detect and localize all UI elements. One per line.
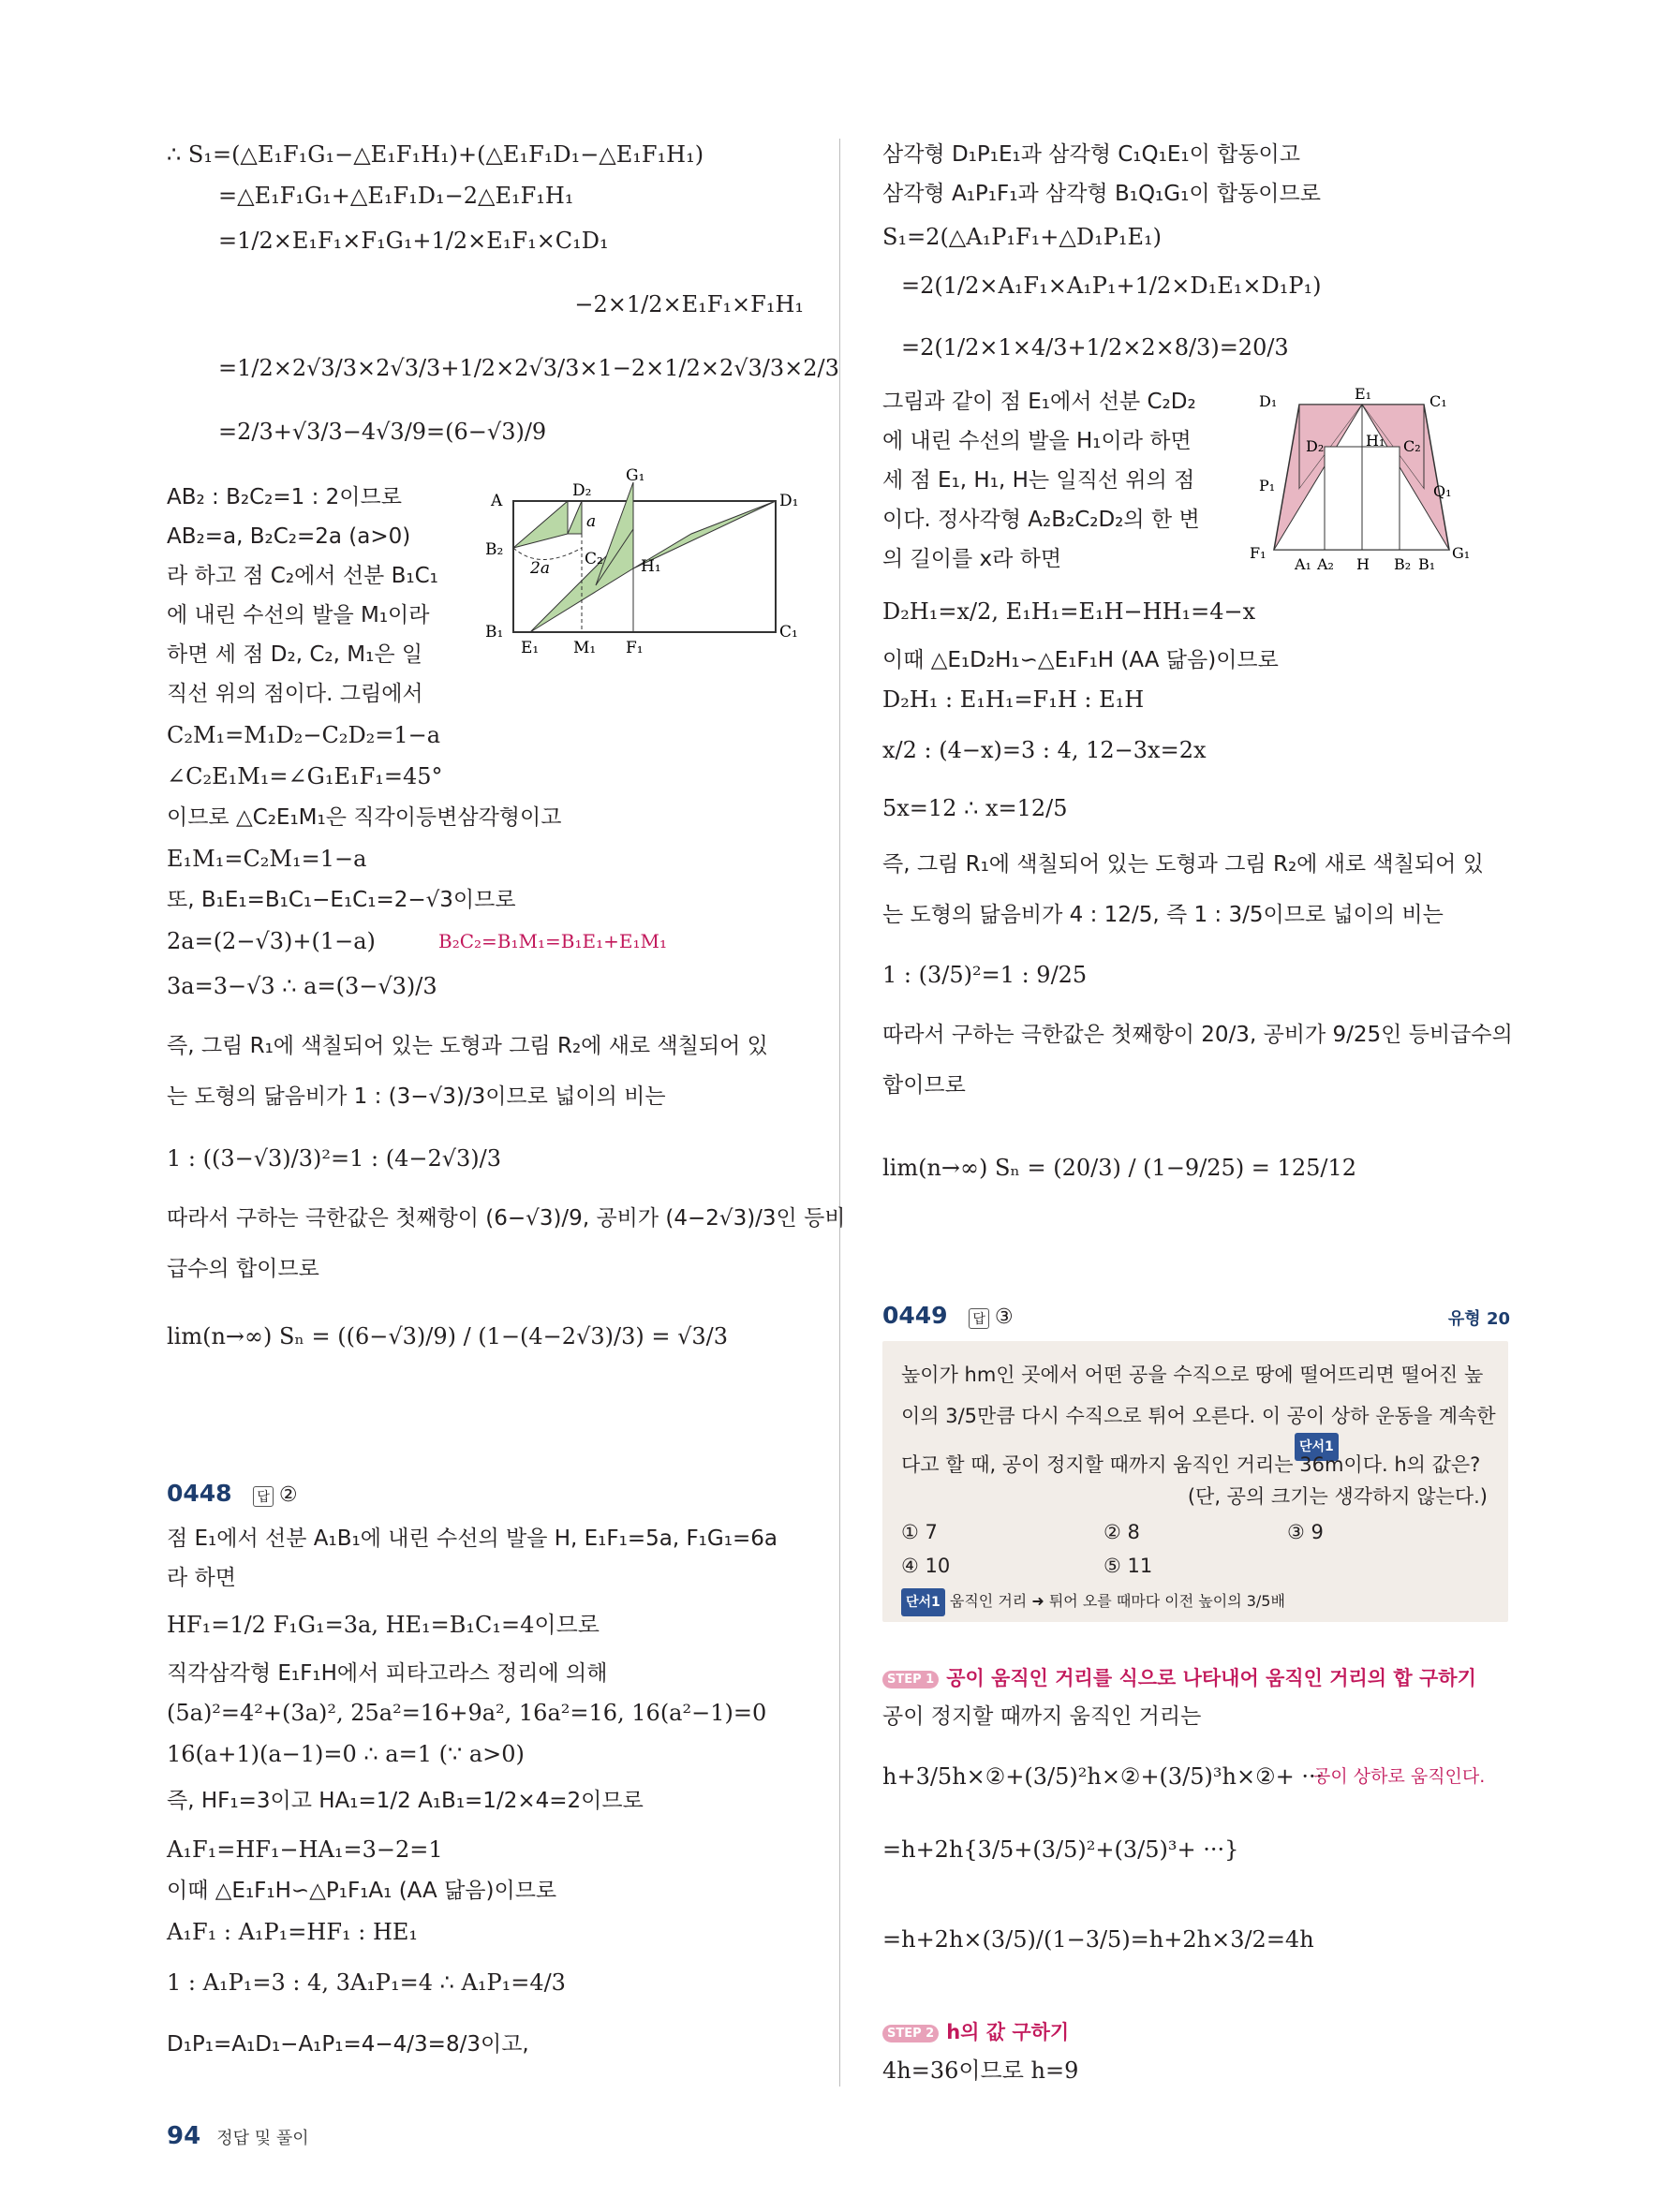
solution-line: S₁=2(△A₁P₁F₁+△D₁P₁E₁) (882, 224, 1162, 250)
solution-line: 2a=(2−√3)+(1−a) (167, 928, 376, 954)
solution-line: A₁F₁=HF₁−HA₁=3−2=1 (167, 1836, 443, 1863)
solution-line: =△E₁F₁G₁+△E₁F₁D₁−2△E₁F₁H₁ (218, 183, 574, 209)
solution-line: =2(1/2×1×4/3+1/2×2×8/3)=20/3 (901, 334, 1289, 361)
solution-line: =h+2h×(3/5)/(1−3/5)=h+2h×3/2=4h (882, 1926, 1314, 1953)
hint-badge: 단서1 (1295, 1433, 1339, 1461)
solution-line: =2/3+√3/3−4√3/9=(6−√3)/9 (218, 419, 547, 445)
solution-line: A₁F₁ : A₁P₁=HF₁ : HE₁ (167, 1919, 419, 1945)
annotation-note: 공이 상하로 움직인다. (1313, 1766, 1486, 1787)
fig-label: M₁ (573, 639, 597, 657)
fig-label: G₁ (626, 466, 645, 485)
answer-box-icon: 답 (253, 1486, 274, 1507)
answer-value: ③ (994, 1305, 1014, 1329)
solution-line: 직각삼각형 E₁F₁H에서 피타고라스 정리에 의해 (167, 1661, 608, 1686)
solution-line: lim(n→∞) Sₙ = (20/3) / (1−9/25) = 125/12 (882, 1155, 1356, 1181)
solution-line: =2(1/2×A₁F₁×A₁P₁+1/2×D₁E₁×D₁P₁) (901, 273, 1322, 299)
annotation-note: B₂C₂=B₁M₁=B₁E₁+E₁M₁ (438, 930, 667, 952)
solution-line: 또, B₁E₁=B₁C₁−E₁C₁=2−√3이므로 (167, 888, 516, 912)
fig-label: P₁ (1259, 477, 1276, 494)
solution-line: 하면 세 점 D₂, C₂, M₁은 일 (167, 642, 423, 667)
solution-line: lim(n→∞) Sₙ = ((6−√3)/9) / (1−(4−2√3)/3) = √3/3 (167, 1323, 728, 1349)
solution-line: 1 : ((3−√3)/3)²=1 : (4−2√3)/3 (167, 1145, 501, 1172)
type-tag: 유형 20 (1447, 1309, 1510, 1329)
solution-line: AB₂=a, B₂C₂=2a (a>0) (167, 524, 411, 549)
solution-line: D₂H₁ : E₁H₁=F₁H : E₁H (882, 686, 1145, 713)
step1-header (882, 1663, 1476, 1691)
fig-label: a (586, 512, 597, 531)
fig-label: D₁ (779, 492, 799, 510)
answer-value: ② (278, 1483, 298, 1507)
solution-line: 에 내린 수선의 발을 H₁이라 하면 (882, 429, 1192, 453)
step-badge: STEP 1 (882, 1671, 939, 1688)
answer-label (969, 1305, 1013, 1329)
fig-label: E₁ (1355, 385, 1372, 403)
solution-line: D₁P₁=A₁D₁−A₁P₁=4−4/3=8/3이고, (167, 2032, 529, 2057)
problem-box (882, 1341, 1508, 1622)
solution-line: 따라서 구하는 극한값은 첫째항이 (6−√3)/9, 공비가 (4−2√3)/3인 등비 (167, 1206, 846, 1231)
fig-label: E₁ (521, 639, 540, 657)
solution-line: 에 내린 수선의 발을 M₁이라 (167, 603, 430, 627)
question-number: 0448 (167, 1480, 232, 1507)
solution-line: 합이므로 (882, 1073, 966, 1098)
choice-3[interactable]: ③ 9 (1287, 1521, 1324, 1543)
problem-line: 이의 3/5만큼 다시 수직으로 튀어 오른다. 이 공이 상하 운동을 계속한 (901, 1405, 1496, 1427)
fig-label: C₁ (779, 623, 798, 641)
fig-label: Q₁ (1433, 482, 1452, 500)
solution-line: 이다. 정사각형 A₂B₂C₂D₂의 한 변 (882, 508, 1200, 532)
solution-line: =1/2×2√3/3×2√3/3+1/2×2√3/3×1−2×1/2×2√3/3×2/3 (218, 355, 839, 381)
choice-2[interactable]: ② 8 (1104, 1521, 1140, 1543)
solution-line: h+3/5h×②+(3/5)²h×②+(3/5)³h×②+ ··· (882, 1763, 1324, 1790)
solution-line: C₂M₁=M₁D₂−C₂D₂=1−a (167, 722, 441, 748)
fig-label: A (491, 492, 503, 510)
fig-label: G₁ (1452, 544, 1471, 562)
solution-line: 3a=3−√3 ∴ a=(3−√3)/3 (167, 973, 437, 999)
solution-line: ∴ S₁=(△E₁F₁G₁−△E₁F₁H₁)+(△E₁F₁D₁−△E₁F₁H₁) (167, 141, 704, 168)
problem-line: (단, 공의 크기는 생각하지 않는다.) (1187, 1485, 1488, 1508)
fig-label: C₂ (1403, 437, 1421, 455)
solution-line: 즉, 그림 R₁에 색칠되어 있는 도형과 그림 R₂에 새로 색칠되어 있 (167, 1034, 768, 1058)
question-header-0449 (882, 1302, 1014, 1329)
solution-line: ∠C₂E₁M₁=∠G₁E₁F₁=45° (167, 763, 443, 789)
page-footer (167, 2122, 309, 2150)
solution-line: 따라서 구하는 극한값은 첫째항이 20/3, 공비가 9/25인 등비급수의 (882, 1023, 1513, 1047)
fig-label: H₁ (1366, 432, 1385, 450)
choice-5[interactable]: ⑤ 11 (1104, 1555, 1153, 1577)
solution-line: x/2 : (4−x)=3 : 4, 12−3x=2x (882, 737, 1207, 763)
solution-line: 직선 위의 점이다. 그림에서 (167, 682, 423, 706)
fig-label: A₁ (1295, 555, 1311, 573)
page-number: 94 (167, 2122, 201, 2150)
fig-label: B₁ (1418, 555, 1436, 573)
fig-label: D₂ (572, 481, 592, 500)
trapezoid-figure (1250, 385, 1473, 573)
solution-line: 삼각형 D₁P₁E₁과 삼각형 C₁Q₁E₁이 합동이고 (882, 142, 1300, 167)
hint-text: 움직인 거리 ➜ 튀어 오를 때마다 이전 높이의 3/5배 (949, 1592, 1285, 1610)
solution-line: 1 : (3/5)²=1 : 9/25 (882, 962, 1088, 988)
fig-label: F₁ (1250, 544, 1266, 562)
fig-label: C₁ (1429, 392, 1447, 410)
fig-label: 2a (530, 559, 550, 578)
rectangle-figure (483, 466, 802, 674)
solution-line: 즉, 그림 R₁에 색칠되어 있는 도형과 그림 R₂에 새로 색칠되어 있 (882, 852, 1484, 877)
solution-line: 즉, HF₁=3이고 HA₁=1/2 A₁B₁=1/2×4=2이므로 (167, 1789, 644, 1813)
solution-line: 이므로 △C₂E₁M₁은 직각이등변삼각형이고 (167, 805, 562, 830)
solution-line: 1 : A₁P₁=3 : 4, 3A₁P₁=4 ∴ A₁P₁=4/3 (167, 1969, 566, 1996)
solution-line: 의 길이를 x라 하면 (882, 547, 1062, 571)
fig-label: H₁ (641, 557, 661, 576)
problem-line: 높이가 hm인 곳에서 어떤 공을 수직으로 땅에 떨어뜨리면 떨어진 높 (901, 1364, 1484, 1386)
solution-line: 공이 정지할 때까지 움직인 거리는 (882, 1704, 1202, 1729)
solution-line: 라 하면 (167, 1566, 236, 1590)
solution-line: 삼각형 A₁P₁F₁과 삼각형 B₁Q₁G₁이 합동이므로 (882, 182, 1321, 206)
fig-label: F₁ (626, 639, 644, 657)
solution-line: HF₁=1/2 F₁G₁=3a, HE₁=B₁C₁=4이므로 (167, 1612, 600, 1638)
step-badge: STEP 2 (882, 2025, 939, 2042)
step-title: 공이 움직인 거리를 식으로 나타내어 움직인 거리의 합 구하기 (946, 1667, 1476, 1689)
answer-box-icon: 답 (969, 1308, 989, 1329)
solution-line: =1/2×E₁F₁×F₁G₁+1/2×E₁F₁×C₁D₁ (218, 228, 609, 254)
column-divider (839, 139, 840, 2087)
hint-row (901, 1588, 1285, 1616)
choice-4[interactable]: ④ 10 (901, 1555, 951, 1577)
solution-line: 는 도형의 닮음비가 4 : 12/5, 즉 1 : 3/5이므로 넓이의 비는 (882, 903, 1444, 927)
choice-1[interactable]: ① 7 (901, 1521, 938, 1543)
fig-label: H (1356, 555, 1370, 573)
fig-label: B₂ (1394, 555, 1412, 573)
solution-line: 16(a+1)(a−1)=0 ∴ a=1 (∵ a>0) (167, 1741, 525, 1767)
solution-line: 4h=36이므로 h=9 (882, 2057, 1079, 2084)
fig-label: D₁ (1259, 392, 1278, 410)
question-header-0448 (167, 1480, 298, 1507)
step2-header (882, 2017, 1069, 2045)
solution-line: 5x=12 ∴ x=12/5 (882, 795, 1068, 821)
solution-line: 급수의 합이므로 (167, 1257, 319, 1281)
solution-line: =h+2h{3/5+(3/5)²+(3/5)³+ ···} (882, 1836, 1239, 1863)
solution-line: 라 하고 점 C₂에서 선분 B₁C₁ (167, 564, 438, 588)
solution-line: 이때 △E₁F₁H∽△P₁F₁A₁ (AA 닮음)이므로 (167, 1879, 557, 1903)
fig-label: B₁ (485, 623, 504, 641)
solution-line: 는 도형의 닮음비가 1 : (3−√3)/3이므로 넓이의 비는 (167, 1084, 666, 1109)
answer-label (253, 1483, 297, 1507)
fig-label: A₂ (1317, 555, 1334, 573)
solution-line: 그림과 같이 점 E₁에서 선분 C₂D₂ (882, 390, 1196, 414)
footer-text: 정답 및 풀이 (216, 2129, 309, 2148)
hint-badge: 단서1 (901, 1588, 945, 1616)
step-title: h의 값 구하기 (946, 2021, 1070, 2043)
fig-label: D₂ (1306, 437, 1325, 455)
solution-line: 세 점 E₁, H₁, H는 일직선 위의 점 (882, 468, 1195, 493)
solution-line: D₂H₁=x/2, E₁H₁=E₁H−HH₁=4−x (882, 598, 1256, 625)
solution-line: −2×1/2×E₁F₁×F₁H₁ (574, 291, 804, 317)
problem-line: 다고 할 때, 공이 정지할 때까지 움직인 거리는 36m이다. h의 값은? (901, 1453, 1481, 1476)
question-number: 0449 (882, 1302, 948, 1329)
solution-line: AB₂ : B₂C₂=1 : 2이므로 (167, 485, 402, 509)
fig-label: B₂ (485, 540, 504, 559)
fig-label: C₂ (585, 550, 603, 568)
solution-line: E₁M₁=C₂M₁=1−a (167, 846, 367, 872)
solution-line: (5a)²=4²+(3a)², 25a²=16+9a², 16a²=16, 16(a²−1)=0 (167, 1700, 767, 1726)
solution-line: 점 E₁에서 선분 A₁B₁에 내린 수선의 발을 H, E₁F₁=5a, F₁G₁=6a (167, 1526, 778, 1551)
solution-line: 이때 △E₁D₂H₁∽△E₁F₁H (AA 닮음)이므로 (882, 648, 1279, 672)
